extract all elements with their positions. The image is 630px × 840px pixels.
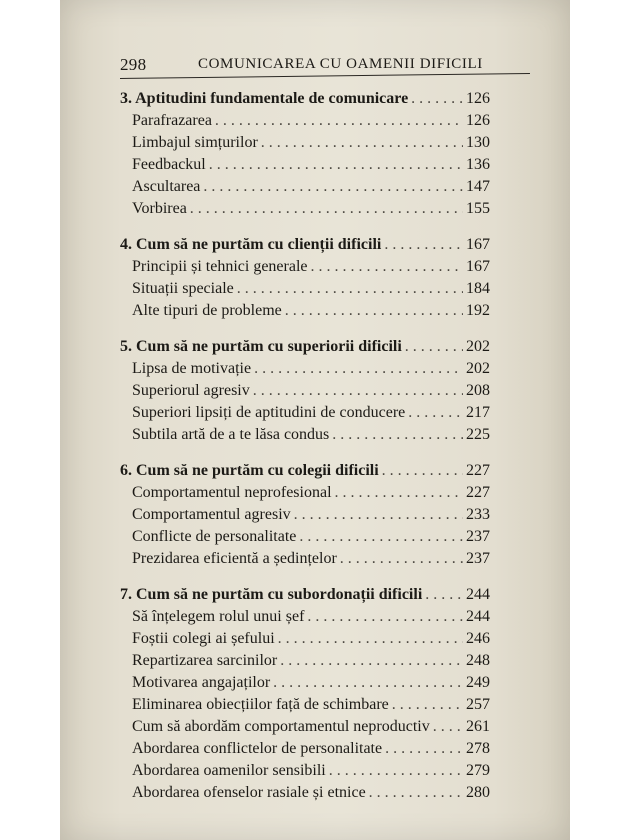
dot-leader (294, 504, 463, 526)
entry-page: 130 (466, 134, 490, 151)
toc-entry (120, 358, 490, 380)
dot-leader (190, 198, 463, 220)
toc-section (120, 234, 490, 322)
chapter-title: 4. Cum să ne purtăm cu clienții dificili (120, 236, 382, 253)
entry-page: 225 (466, 426, 490, 443)
toc-entry (120, 628, 490, 650)
dot-leader (384, 234, 463, 256)
entry-page: 237 (466, 550, 490, 567)
dot-leader (408, 402, 463, 424)
dot-leader (273, 672, 463, 694)
dot-leader (254, 358, 463, 380)
chapter-title: 5. Cum să ne purtăm cu superiorii dificili (120, 338, 402, 355)
entry-page: 244 (466, 608, 490, 625)
toc-section (120, 88, 490, 220)
entry-label: Foștii colegi ai șefului (132, 630, 275, 647)
toc-entry (120, 716, 490, 738)
entry-page: 192 (466, 302, 490, 319)
entry-page: 202 (466, 360, 490, 377)
dot-leader (340, 548, 463, 570)
entry-page: 126 (466, 112, 490, 129)
toc-entry (120, 482, 490, 504)
toc-section (120, 336, 490, 446)
dot-leader (261, 132, 463, 154)
entry-label: Comportamentul neprofesional (132, 484, 332, 501)
entry-label: Situații speciale (132, 280, 234, 297)
entry-page: 246 (466, 630, 490, 647)
entry-page: 217 (466, 404, 490, 421)
entry-page: 184 (466, 280, 490, 297)
table-of-contents (120, 88, 490, 818)
dot-leader (253, 380, 463, 402)
entry-label: Eliminarea obiecțiilor față de schimbare (132, 696, 389, 713)
entry-page: 167 (466, 258, 490, 275)
dot-leader (285, 300, 463, 322)
entry-label: Limbajul simțurilor (132, 134, 258, 151)
dot-leader (280, 650, 463, 672)
entry-label: Subtila artă de a te lăsa condus (132, 426, 330, 443)
toc-entry (120, 380, 490, 402)
entry-label: Superiori lipsiți de aptitudini de conducere (132, 404, 406, 421)
chapter-page: 244 (466, 586, 490, 603)
chapter-page: 167 (466, 236, 490, 253)
entry-page: 257 (466, 696, 490, 713)
entry-page: 248 (466, 652, 490, 669)
toc-entry (120, 110, 490, 132)
chapter-heading (120, 88, 490, 110)
toc-entry (120, 760, 490, 782)
entry-label: Abordarea conflictelor de personalitate (132, 740, 383, 757)
entry-label: Principii și tehnici generale (132, 258, 308, 275)
toc-entry (120, 526, 490, 548)
chapter-title: 7. Cum să ne purtăm cu subordonații dificili (120, 586, 423, 603)
dot-leader (335, 482, 463, 504)
entry-page: 233 (466, 506, 490, 523)
toc-entry (120, 176, 490, 198)
entry-page: 147 (466, 178, 490, 195)
entry-page: 249 (466, 674, 490, 691)
dot-leader (411, 88, 463, 110)
entry-page: 155 (466, 200, 490, 217)
entry-page: 237 (466, 528, 490, 545)
toc-entry (120, 606, 490, 628)
chapter-heading (120, 584, 490, 606)
toc-entry (120, 548, 490, 570)
dot-leader (385, 738, 463, 760)
entry-label: Superiorul agresiv (132, 382, 250, 399)
dot-leader (433, 716, 463, 738)
entry-label: Ascultarea (132, 178, 201, 195)
toc-entry (120, 738, 490, 760)
entry-page: 136 (466, 156, 490, 173)
dot-leader (392, 694, 463, 716)
entry-page: 280 (466, 784, 490, 801)
toc-entry (120, 154, 490, 176)
entry-label: Repartizarea sarcinilor (132, 652, 278, 669)
toc-entry (120, 782, 490, 804)
chapter-title: 6. Cum să ne purtăm cu colegii dificili (120, 462, 379, 479)
dot-leader (307, 606, 463, 628)
toc-entry (120, 256, 490, 278)
toc-section (120, 460, 490, 570)
chapter-title: 3. Aptitudini fundamentale de comunicare (120, 90, 409, 107)
toc-entry (120, 672, 490, 694)
entry-label: Conflicte de personalitate (132, 528, 297, 545)
entry-page: 227 (466, 484, 490, 501)
entry-label: Cum să abordăm comportamentul neproductiv (132, 718, 430, 735)
entry-page: 279 (466, 762, 490, 779)
entry-label: Parafrazarea (132, 112, 212, 129)
chapter-heading (120, 336, 490, 358)
entry-page: 278 (466, 740, 490, 757)
entry-label: Comportamentul agresiv (132, 506, 291, 523)
toc-entry (120, 300, 490, 322)
chapter-page: 227 (466, 462, 490, 479)
dot-leader (382, 460, 463, 482)
running-title: COMUNICAREA CU OAMENII DIFICILI (198, 56, 483, 72)
dot-leader (203, 176, 463, 198)
entry-label: Abordarea oamenilor sensibili (132, 762, 326, 779)
entry-label: Alte tipuri de probleme (132, 302, 282, 319)
entry-label: Abordarea ofenselor rasiale și etnice (132, 784, 366, 801)
toc-entry (120, 650, 490, 672)
dot-leader (369, 782, 463, 804)
page-number: 298 (120, 55, 147, 74)
dot-leader (405, 336, 463, 358)
dot-leader (332, 424, 463, 446)
dot-leader (237, 278, 463, 300)
toc-entry (120, 402, 490, 424)
dot-leader (311, 256, 464, 278)
entry-label: Prezidarea eficientă a ședințelor (132, 550, 337, 567)
toc-section (120, 584, 490, 804)
chapter-heading (120, 234, 490, 256)
dot-leader (425, 584, 463, 606)
entry-label: Să înțelegem rolul unui șef (132, 608, 305, 625)
entry-label: Motivarea angajaților (132, 674, 271, 691)
entry-page: 261 (466, 718, 490, 735)
dot-leader (215, 110, 463, 132)
entry-label: Vorbirea (132, 200, 187, 217)
chapter-page: 126 (466, 90, 490, 107)
chapter-heading (120, 460, 490, 482)
toc-entry (120, 694, 490, 716)
entry-label: Feedbackul (132, 156, 206, 173)
toc-entry (120, 424, 490, 446)
dot-leader (299, 526, 463, 548)
dot-leader (329, 760, 463, 782)
entry-label: Lipsa de motivație (132, 360, 252, 377)
dot-leader (209, 154, 463, 176)
entry-page: 208 (466, 382, 490, 399)
dot-leader (278, 628, 463, 650)
chapter-page: 202 (466, 338, 490, 355)
toc-entry (120, 198, 490, 220)
toc-entry (120, 278, 490, 300)
toc-entry (120, 132, 490, 154)
toc-entry (120, 504, 490, 526)
